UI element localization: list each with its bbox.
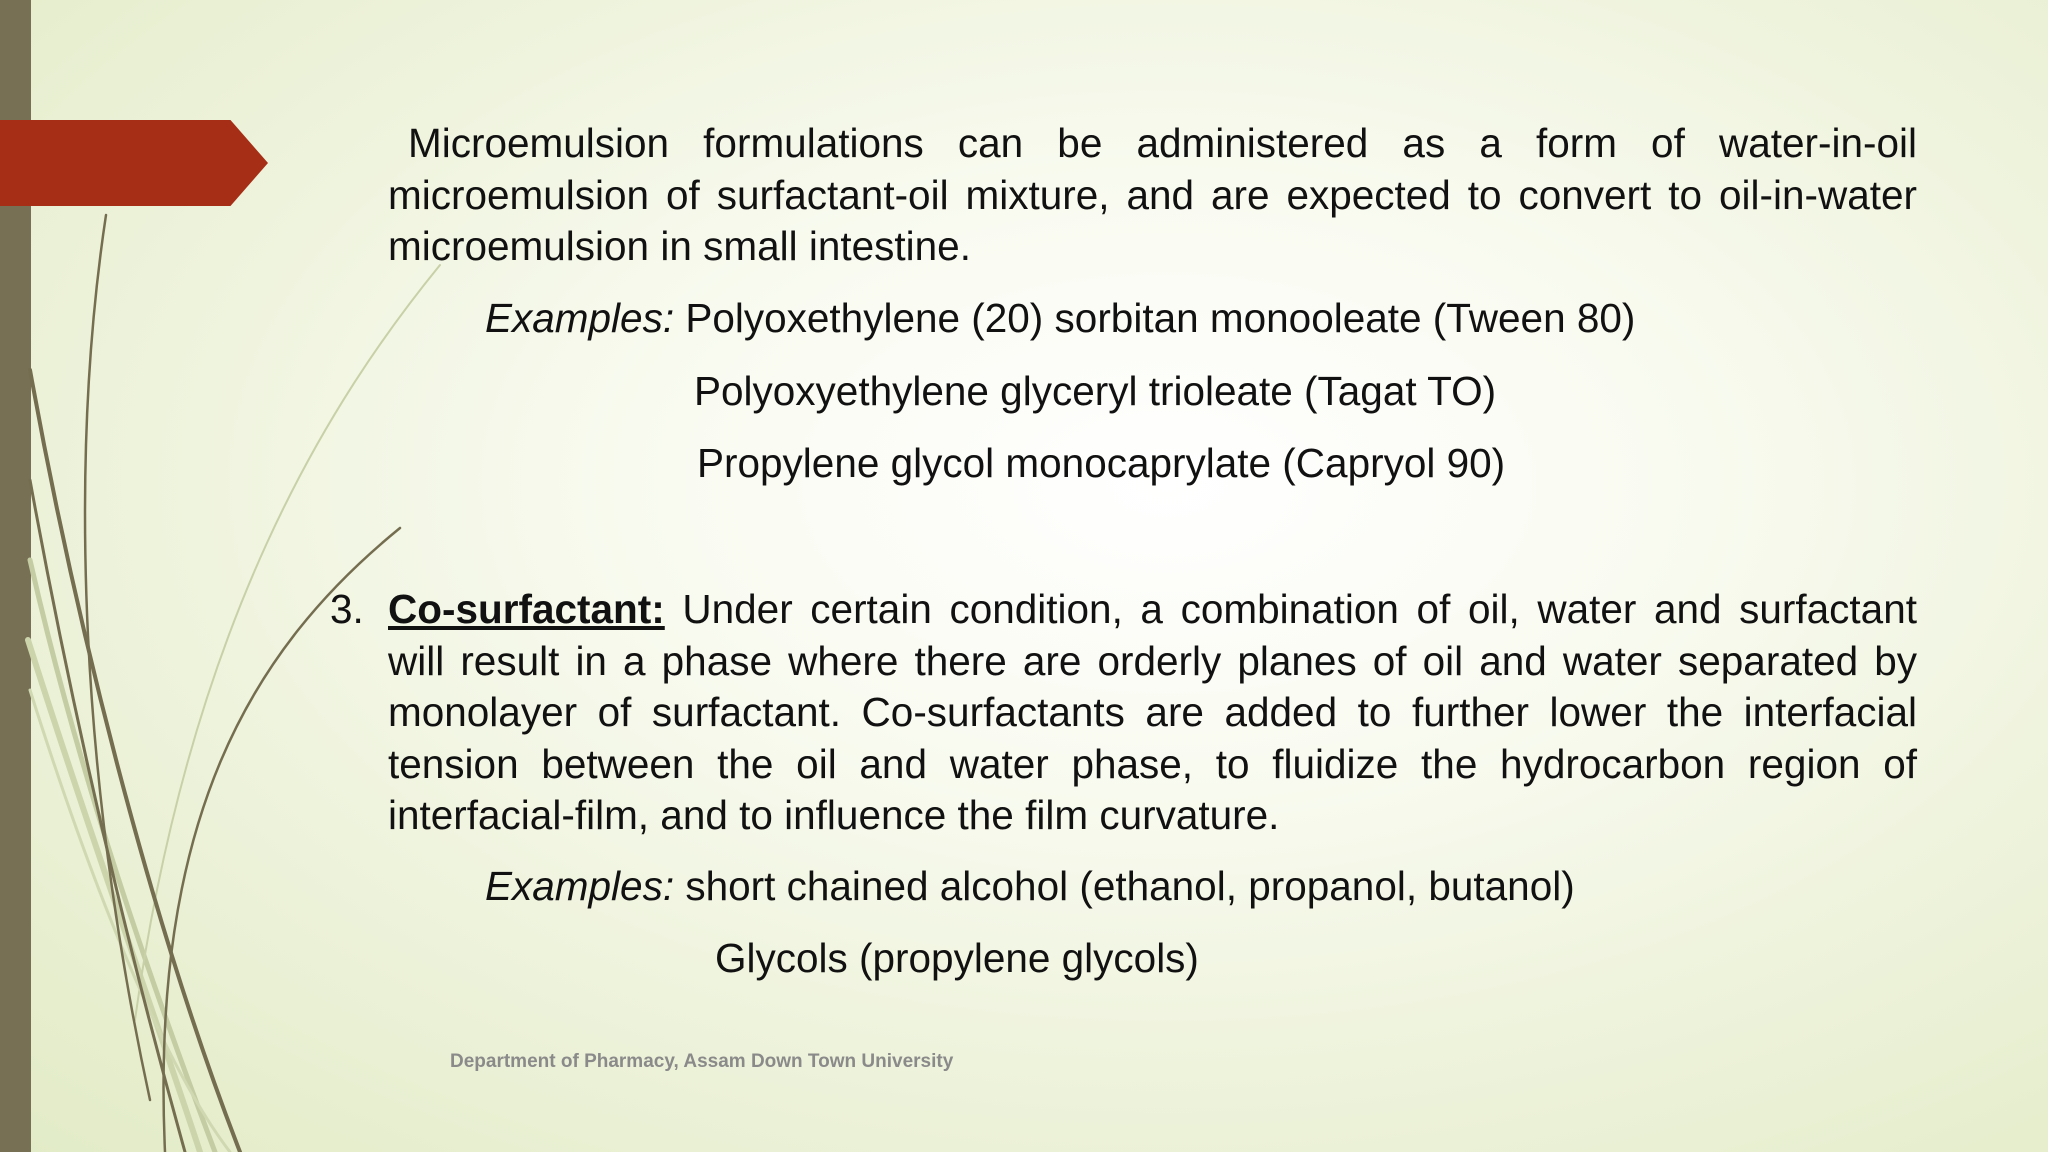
arrow-flag-shape bbox=[0, 120, 268, 206]
example-item: Propylene glycol monocaprylate (Capryol 90) bbox=[697, 440, 1506, 486]
examples-line-2 bbox=[485, 861, 1575, 913]
example-item: Polyoxyethylene glyceryl trioleate (Tagat TO) bbox=[694, 368, 1497, 414]
example-item: Glycols (propylene glycols) bbox=[715, 935, 1199, 981]
cosurfactant-text: Under certain condition, a combination of oil, water and surfactant will result in a phase where there are orderly planes of oil and water separated by monolayer of surfactant. Co-surfactants are added to further lower the interfacial tension between the oil and water phase, to fluidize the hydrocarbon region of interfacial-film, and to influence the film curvature. bbox=[388, 586, 1917, 838]
examples-label: Examples: bbox=[485, 863, 675, 909]
examples-label: Examples: bbox=[485, 295, 675, 341]
stem-dark-2 bbox=[30, 480, 185, 1152]
list-number: 3. bbox=[330, 586, 364, 632]
example-item: short chained alcohol (ethanol, propanol, butanol) bbox=[685, 863, 1575, 909]
examples-line-1 bbox=[485, 293, 1635, 345]
cosurfactant-paragraph bbox=[388, 584, 1917, 842]
stem-dark-1 bbox=[30, 370, 240, 1152]
example-item: Polyoxethylene (20) sorbitan monooleate (Tween 80) bbox=[685, 295, 1636, 341]
cosurfactant-heading: Co-surfactant: bbox=[388, 586, 665, 632]
stem-light-1 bbox=[30, 560, 215, 1152]
footer-text: Department of Pharmacy, Assam Down Town University bbox=[450, 1051, 954, 1072]
microemulsion-paragraph: Microemulsion formulations can be administered as a form of water-in-oil microemulsion of surfactant-oil mixture, and are expected to convert to oil-in-water microemulsion in small intestine. bbox=[388, 120, 1917, 269]
stem-dark-4 bbox=[164, 528, 400, 1152]
